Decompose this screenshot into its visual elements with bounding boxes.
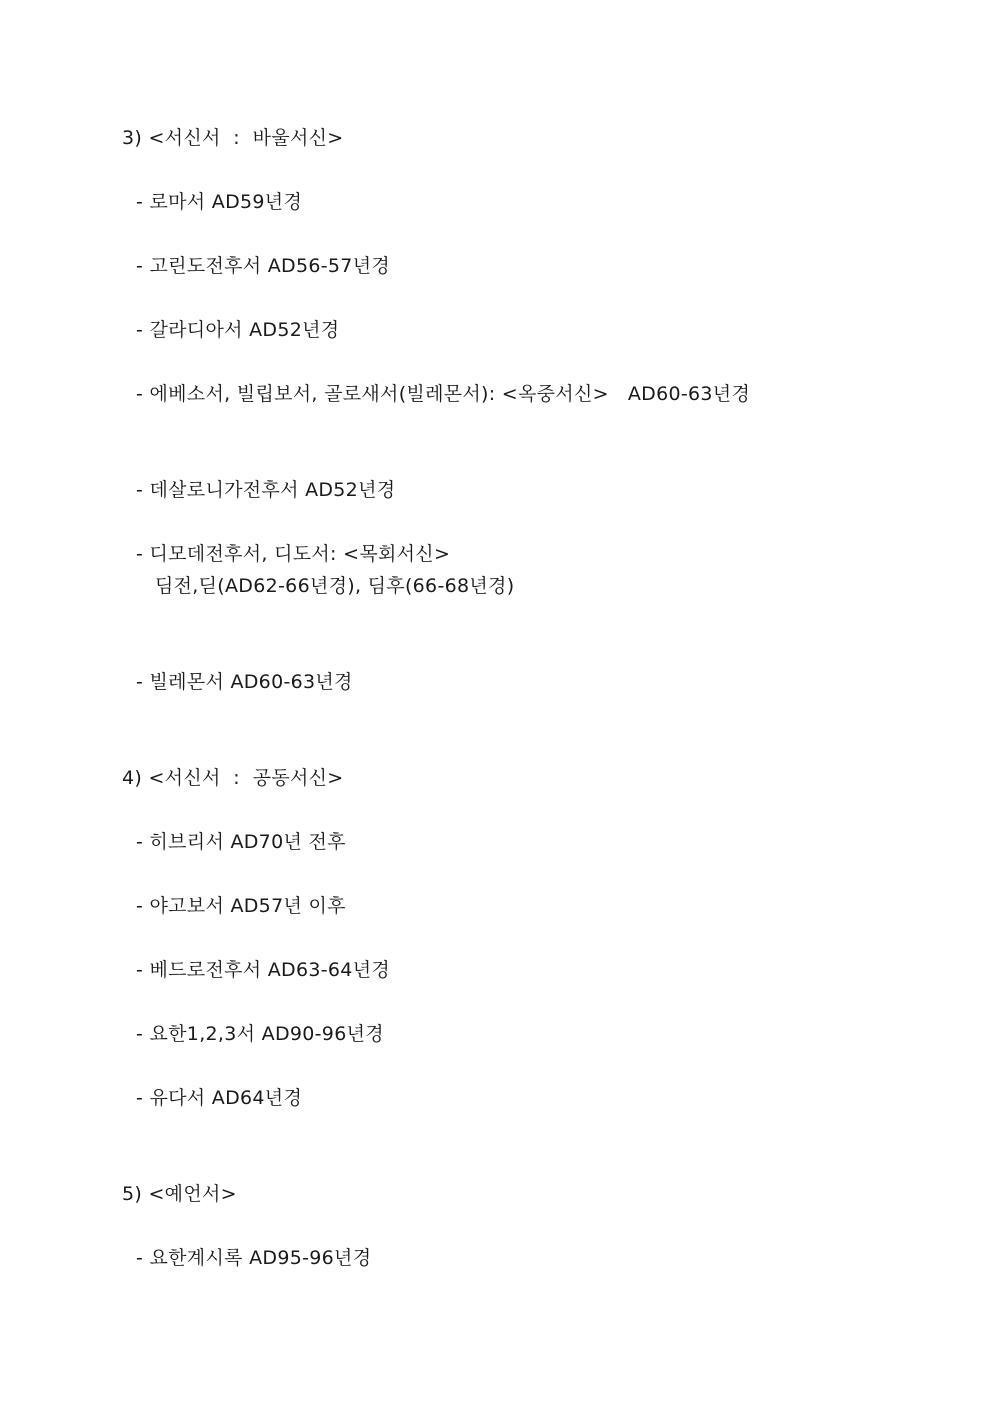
list-item-pastoral-epistles: - 디모데전후서, 디도서: <목회서신> [136,543,451,565]
list-item-hebrews: - 히브리서 AD70년 전후 [136,831,346,853]
list-item-thessalonians: - 데살로니가전후서 AD52년경 [136,479,396,501]
list-item-john-letters: - 요한1,2,3서 AD90-96년경 [136,1023,384,1045]
list-item-romans: - 로마서 AD59년경 [136,191,303,213]
section-heading-pauline-epistles: 3) <서신서 : 바울서신> [122,127,344,149]
list-item-philemon: - 빌레몬서 AD60-63년경 [136,671,353,693]
list-item-pastoral-epistles-dates: 딤전,딛(AD62-66년경), 딤후(66-68년경) [155,575,515,597]
list-item-galatians: - 갈라디아서 AD52년경 [136,319,340,341]
section-heading-prophecy: 5) <예언서> [122,1183,237,1205]
list-item-revelation: - 요한계시록 AD95-96년경 [136,1247,372,1269]
list-item-jude: - 유다서 AD64년경 [136,1087,303,1109]
section-heading-general-epistles: 4) <서신서 : 공동서신> [122,767,344,789]
list-item-james: - 야고보서 AD57년 이후 [136,895,346,917]
list-item-prison-epistles: - 에베소서, 빌립보서, 골로새서(빌레몬서): <옥중서신> AD60-63년경 [136,383,751,405]
list-item-peter: - 베드로전후서 AD63-64년경 [136,959,391,981]
list-item-corinthians: - 고린도전후서 AD56-57년경 [136,255,391,277]
